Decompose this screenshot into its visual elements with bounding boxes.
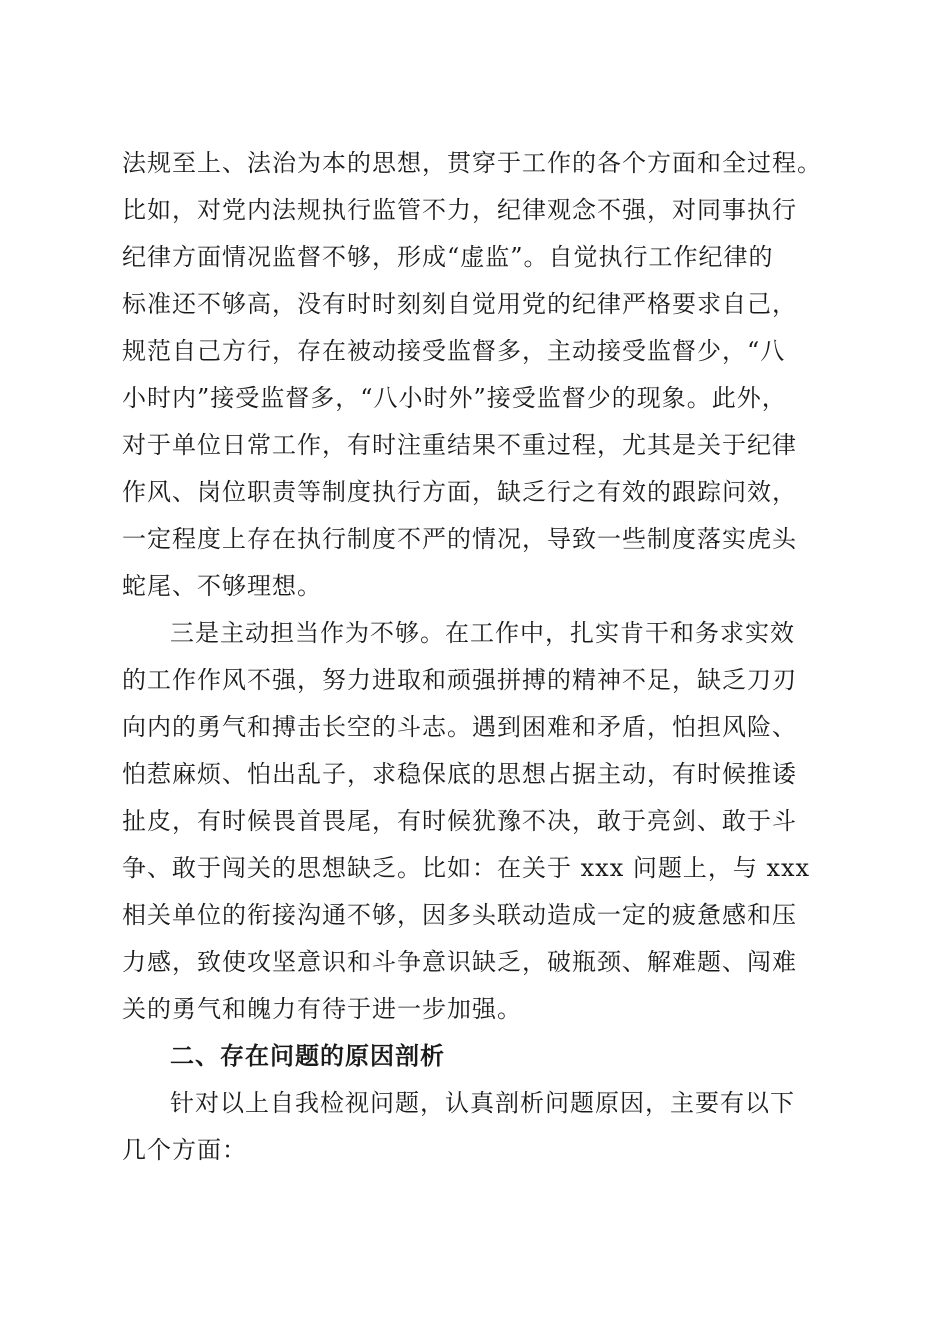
text-line: 纪律方面情况监督不够，形成“虚监”。自觉执行工作纪律的 [122,243,774,271]
text-line: 争、敢于闯关的思想缺乏。比如：在关于 xxx 问题上，与 xxx [122,854,811,882]
section-heading: 二、存在问题的原因剖析 [170,1042,445,1070]
text-line: 比如，对党内法规执行监管不力，纪律观念不强，对同事执行 [122,196,797,224]
document-body [122,140,832,1174]
text-line: 对于单位日常工作，有时注重结果不重过程，尤其是关于纪律 [122,431,797,459]
text-line: 怕惹麻烦、怕出乱子，求稳保底的思想占据主动，有时候推诿 [122,760,797,788]
text-line: 作风、岗位职责等制度执行方面，缺乏行之有效的跟踪问效， [122,478,797,506]
text-line: 法规至上、法治为本的思想，贯穿于工作的各个方面和全过程。 [122,149,822,177]
text-line: 一定程度上存在执行制度不严的情况，导致一些制度落实虎头 [122,525,797,553]
text-line: 蛇尾、不够理想。 [122,572,322,600]
text-line: 力感，致使攻坚意识和斗争意识缺乏，破瓶颈、解难题、闯难 [122,948,797,976]
text-line: 相关单位的衔接沟通不够，因多头联动造成一定的疲惫感和压 [122,901,797,929]
text-line: 小时内”接受监督多，“八小时外”接受监督少的现象。此外， [122,384,787,412]
text-line: 关的勇气和魄力有待于进一步加强。 [122,995,522,1023]
text-line: 的工作作风不强，努力进取和顽强拼搏的精神不足，缺乏刀刃 [122,666,797,694]
text-line: 几个方面： [122,1136,247,1164]
paragraph-first-line: 针对以上自我检视问题，认真剖析问题原因，主要有以下 [170,1089,795,1117]
text-line: 标准还不够高，没有时时刻刻自觉用党的纪律严格要求自己， [122,290,797,318]
text-line: 规范自己方行，存在被动接受监督多，主动接受监督少，“八 [122,337,786,365]
text-line: 扯皮，有时候畏首畏尾，有时候犹豫不决，敢于亮剑、敢于斗 [122,807,797,835]
text-line: 向内的勇气和搏击长空的斗志。遇到困难和矛盾，怕担风险、 [122,713,797,741]
paragraph-first-line: 三是主动担当作为不够。在工作中，扎实肯干和务求实效 [170,619,795,647]
